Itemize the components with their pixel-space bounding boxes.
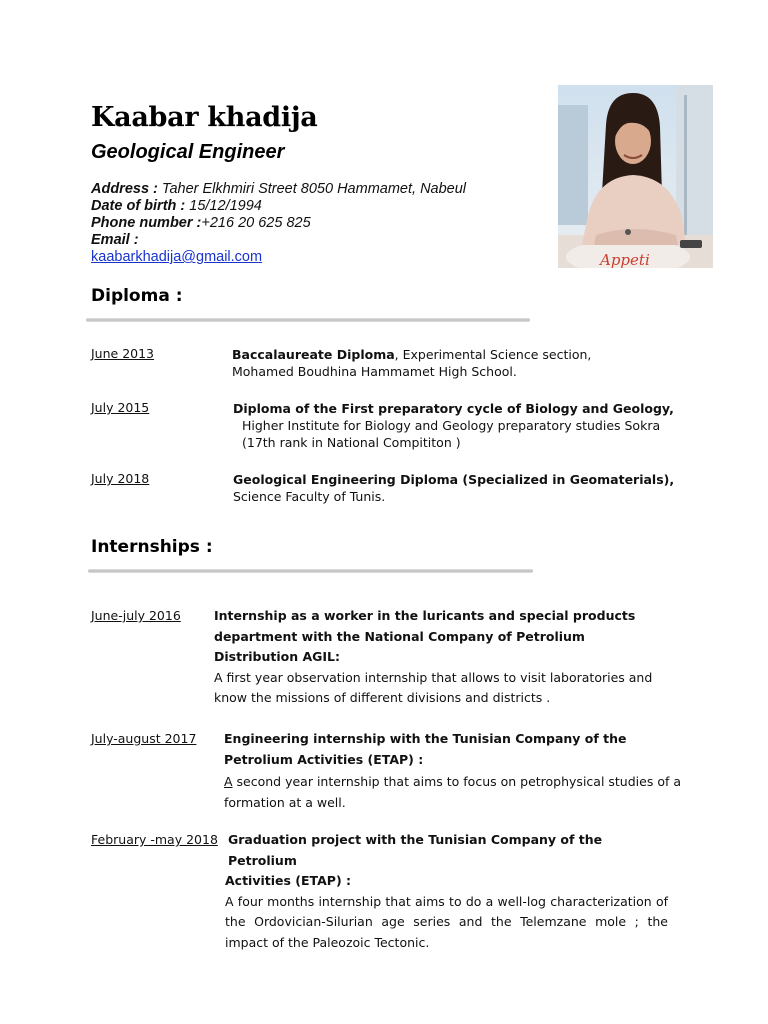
internships-heading: Internships : [91, 537, 213, 557]
person-name: Kaabar khadija [91, 102, 318, 133]
internship-title-2-l2: Petrolium Activities (ETAP) : [224, 751, 424, 767]
dob-label: Date of birth : [91, 198, 186, 214]
diploma-title-1: Baccalaureate Diploma [232, 347, 395, 362]
internship-date-3: February -may 2018 [91, 832, 218, 847]
internship-entry-2 [224, 729, 694, 813]
diploma-title-3: Geological Engineering Diploma (Specialized in Geomaterials), [233, 472, 675, 487]
internships-divider [88, 569, 533, 573]
svg-text:Appeti: Appeti [600, 251, 650, 268]
internship-desc-2-initial: A [224, 774, 233, 789]
internship-title-1-l3: Distribution AGIL: [214, 649, 341, 664]
diploma-entry-1 [232, 346, 591, 380]
diploma-detail-1: , Experimental Science section, [394, 347, 592, 362]
diploma-date-1: June 2013 [91, 346, 155, 361]
internship-title-1-l1: Internship as a worker in the luricants and special products [214, 608, 636, 623]
diploma-entry-3 [233, 471, 674, 505]
internship-title-2-l1: Engineering internship with the Tunisian Company of the [224, 731, 627, 746]
job-title: Geological Engineer [91, 141, 285, 163]
diploma-divider [86, 318, 530, 322]
dob-line [91, 198, 262, 214]
diploma-school-2: Higher Institute for Biology and Geology preparatory studies Sokra [242, 418, 661, 433]
address-line [91, 181, 466, 197]
internship-title-1-l2: department with the National Company of Petrolium [214, 628, 585, 644]
dob-value: 15/12/1994 [185, 198, 262, 214]
diploma-title-2: Diploma of the First preparatory cycle of Biology and Geology, [233, 401, 674, 416]
profile-photo [558, 85, 713, 268]
phone-value: +216 20 625 825 [201, 215, 311, 231]
internship-title-3-l1: Graduation project with the Tunisian Company of the Petrolium [228, 832, 603, 868]
internship-desc-3: A four months internship that aims to do a well-log characterization of the Ordovician-Silurian age series and the Telemzane mole ; the impact of the Paleozoic Tectonic. [225, 893, 668, 950]
internship-desc-2-l2: formation at a well. [224, 794, 346, 810]
internship-desc-1-l2: know the missions of different divisions and districts . [214, 690, 551, 705]
internship-desc-1-l1: A first year observation internship that allows to visit laboratories and [214, 669, 653, 685]
internship-desc-2-l1: second year internship that aims to focus on petrophysical studies of a [232, 774, 681, 789]
diploma-heading: Diploma : [91, 286, 183, 306]
email-line [91, 232, 139, 248]
diploma-date-2: July 2015 [91, 400, 150, 415]
internship-date-1: June-july 2016 [91, 608, 181, 623]
profile-photo-drawing [558, 85, 713, 268]
address-value: Taher Elkhmiri Street 8050 Hammamet, Nabeul [157, 181, 467, 197]
diploma-school-1: Mohamed Boudhina Hammamet High School. [232, 364, 517, 379]
internship-entry-3 [225, 830, 668, 953]
diploma-entry-2 [233, 400, 674, 451]
email-link[interactable]: kaabarkhadija@gmail.com [91, 249, 263, 265]
internship-date-2: July-august 2017 [91, 731, 197, 746]
email-label: Email : [91, 232, 139, 248]
phone-label: Phone number : [91, 215, 202, 231]
diploma-rank-2: (17th rank in National Compititon ) [242, 435, 461, 450]
internship-title-3-l2: Activities (ETAP) : [225, 873, 352, 888]
diploma-school-3: Science Faculty of Tunis. [233, 489, 386, 504]
email-row [91, 249, 262, 265]
internship-entry-1 [214, 606, 684, 709]
diploma-date-3: July 2018 [91, 471, 150, 486]
address-label: Address : [91, 181, 158, 197]
phone-line [91, 215, 311, 231]
